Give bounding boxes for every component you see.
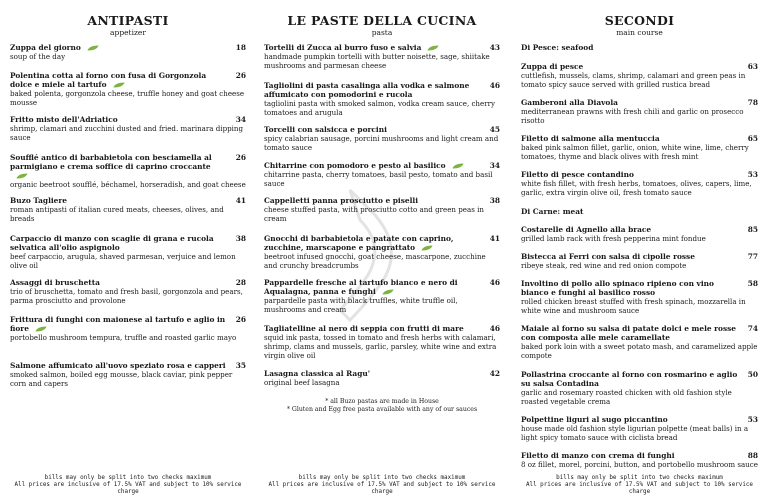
footer-line-1: bills may only be split into two checks maximum xyxy=(44,475,212,481)
section-seafood: Di Pesce: seafood xyxy=(521,43,594,52)
dish-name-text: Tortelli di Zucca al burro fuso e salvia xyxy=(264,43,422,52)
paste-column xyxy=(264,0,500,497)
menu-item xyxy=(521,415,758,442)
dish-name xyxy=(264,234,500,252)
menu-item xyxy=(10,153,246,189)
dish-price: 85 xyxy=(747,225,758,234)
vegetarian-leaf-icon xyxy=(427,45,439,51)
dish-price: 26 xyxy=(235,71,246,80)
antipasti-column xyxy=(10,0,246,497)
dish-description: chitarrine pasta, cherry tomatoes, basil pesto, tomato and basil sauce xyxy=(264,170,493,188)
dish-description: squid ink pasta, tossed in tomato and fresh herbs with calamari, shrimp, clams and mussels, garlic, parsley, white wine and extra virgin olive oil xyxy=(264,333,497,360)
secondi-subtitle: main course xyxy=(616,28,663,37)
dish-description: baked pink salmon fillet, garlic, onion, white wine, lime, cherry tomatoes, thyme and black olives with fresh mint xyxy=(521,143,749,161)
menu-item xyxy=(10,278,246,305)
dish-price: 41 xyxy=(489,234,500,243)
dish-name xyxy=(521,225,758,234)
menu-item xyxy=(10,43,246,61)
vegetarian-leaf-icon xyxy=(382,289,394,295)
paste-title: LE PASTE DELLA CUCINA xyxy=(287,13,477,28)
dish-name-text: Frittura di funghi con maionese al tartufo e aglio in fiore xyxy=(10,315,226,333)
dish-name xyxy=(521,451,758,460)
footer-line-1: bills may only be split into two checks maximum xyxy=(556,475,723,481)
dish-description: beef carpaccio, arugula, shaved parmesan, verjuice and lemon olive oil xyxy=(10,252,236,270)
menu-item xyxy=(10,315,246,342)
footer-line-2: All prices are inclusive of 17.5% VAT and subject to 10% service charge xyxy=(14,482,242,495)
dish-name-text: Maiale al forno su salsa di patate dolci e mele rosse con composta alle mele caramellate xyxy=(521,324,736,342)
dish-description: grilled lamb rack with fresh pepperina mint fondue xyxy=(521,234,706,243)
paste-footer xyxy=(264,475,500,496)
dish-description: trio of bruschetta, tomato and fresh basil, gorgonzola and pears, parma prosciutto and provolone xyxy=(10,287,243,305)
menu-item xyxy=(264,196,500,223)
secondi-column xyxy=(521,0,758,497)
dish-price: 43 xyxy=(489,43,500,52)
dish-description: baked polenta, gorgonzola cheese, truffle honey and goat cheese mousse xyxy=(10,89,245,107)
dish-price: 46 xyxy=(489,324,500,333)
dish-name xyxy=(10,43,246,52)
secondi-title: SECONDI xyxy=(604,13,675,28)
dish-name-text: Gnocchi di barbabietola e patate con caprino, zucchine, marscapone e pangrattato xyxy=(264,234,454,252)
dish-name xyxy=(521,415,758,424)
dish-description: house made old fashion style ligurian polpette (meat balls) in a light spicy tomato sauce with ciclista bread xyxy=(521,424,749,442)
footer-line-1: bills may only be split into two checks maximum xyxy=(298,475,466,481)
dish-price: 42 xyxy=(489,369,500,378)
dish-name-text: Fritto misto dell'Adriatico xyxy=(10,115,118,124)
secondi-header xyxy=(521,14,758,37)
menu-item xyxy=(521,98,758,125)
dish-name xyxy=(521,370,758,388)
dish-name xyxy=(264,324,500,333)
menu-item xyxy=(10,196,246,223)
menu-item xyxy=(521,370,758,406)
dish-name-text: Pollastrina croccante al forno con rosmarino e aglio su salsa Contadina xyxy=(521,370,738,388)
dish-name-text: Pappardelle fresche al tartufo bianco e nero di Aqualagna, panna e funghi xyxy=(264,278,458,296)
dish-name-text: Assaggi di bruschetta xyxy=(10,278,100,287)
dish-price: 58 xyxy=(747,279,758,288)
dish-name-text: Chitarrine con pomodoro e pesto al basilico xyxy=(264,161,446,170)
menu-item xyxy=(10,234,246,270)
dish-description: original beef lasagna xyxy=(264,378,340,387)
dish-description: smoked salmon, boiled egg mousse, black caviar, pink pepper corn and capers xyxy=(10,370,233,388)
menu-item xyxy=(521,225,758,243)
dish-name xyxy=(264,43,500,52)
dish-price: 28 xyxy=(235,278,246,287)
dish-name xyxy=(264,81,500,99)
dish-description: organic beetroot soufflé, béchamel, horseradish, and goat cheese xyxy=(10,180,246,189)
dish-name xyxy=(521,62,758,71)
dish-description: rolled chicken breast stuffed with fresh spinach, mozzarella in white wine and mushroom sauce xyxy=(521,297,746,315)
dish-price: 88 xyxy=(747,451,758,460)
dish-name-text: Filetto di salmone alla mentuccia xyxy=(521,134,660,143)
dish-description: portobello mushroom tempura, truffle and roasted garlic mayo xyxy=(10,333,237,342)
dish-name-text: Tagliatelline al nero di seppia con frutti di mare xyxy=(264,324,464,333)
menu-item xyxy=(10,115,246,142)
dish-price: 46 xyxy=(489,81,500,90)
dish-name xyxy=(10,71,246,89)
dish-price: 53 xyxy=(747,415,758,424)
menu-item xyxy=(521,252,758,270)
dish-description: parpardelle pasta with black truffles, white truffle oil, mushrooms and cream xyxy=(264,296,458,314)
menu-item xyxy=(264,43,500,70)
dish-name-text: Involtino di pollo allo spinaco ripieno con vino bianco e funghi al basilico rosso xyxy=(521,279,714,297)
dish-name xyxy=(10,153,246,180)
section-meat: Di Carne: meat xyxy=(521,207,584,216)
dish-name xyxy=(10,234,246,252)
dish-name xyxy=(264,196,500,205)
secondi-footer xyxy=(521,475,758,496)
menu-item xyxy=(264,125,500,152)
pasta-notes xyxy=(264,398,500,414)
dish-name-text: Bistecca ai Ferri con salsa di cipolle rosse xyxy=(521,252,695,261)
dish-name-text: Salmone affumicato all'uovo speziato rosa e capperi xyxy=(10,361,226,370)
dish-price: 65 xyxy=(747,134,758,143)
menu-item xyxy=(521,324,758,360)
dish-name xyxy=(521,324,758,342)
dish-description: soup of the day xyxy=(10,52,66,61)
dish-price: 35 xyxy=(235,361,246,370)
antipasti-header xyxy=(10,14,246,37)
dish-name-text: Buzo Tagliere xyxy=(10,196,67,205)
vegetarian-leaf-icon xyxy=(421,245,433,251)
dish-name xyxy=(521,98,758,107)
dish-price: 34 xyxy=(489,161,500,170)
dish-name-text: Soufflé antico di barbabietola con besciamella al parmigiano e crema soffice di caprino croccante xyxy=(10,153,212,171)
dish-name xyxy=(521,279,758,297)
vegetarian-leaf-icon xyxy=(35,326,47,332)
dish-name-text: Filetto di manzo con crema di funghi xyxy=(521,451,675,460)
dish-name-text: Filetto di pesce contandino xyxy=(521,170,634,179)
menu-item xyxy=(264,369,500,387)
dish-price: 50 xyxy=(747,370,758,379)
menu-item xyxy=(521,279,758,315)
dish-description: white fish fillet, with fresh herbs, tomatoes, olives, capers, lime, garlic, extra virgin olive oil, fresh tomato sauce xyxy=(521,179,752,197)
dish-description: 8 oz fillet, morel, porcini, button, and portobello mushroom sauce xyxy=(521,460,758,469)
dish-price: 78 xyxy=(747,98,758,107)
dish-price: 26 xyxy=(235,153,246,162)
menu-item xyxy=(521,62,758,89)
dish-price: 18 xyxy=(235,43,246,52)
dish-name-text: Costarelle di Agnello alla brace xyxy=(521,225,652,234)
menu-item xyxy=(521,451,758,469)
dish-name xyxy=(264,278,500,296)
dish-name xyxy=(264,161,500,170)
dish-price: 45 xyxy=(489,125,500,134)
dish-name xyxy=(521,252,758,261)
vegetarian-leaf-icon xyxy=(452,163,464,169)
dish-description: handmade pumpkin tortelli with butter noisette, sage, shiitake mushrooms and parmesan cheese xyxy=(264,52,490,70)
vegetarian-leaf-icon xyxy=(87,45,99,51)
footer-line-2: All prices are inclusive of 17.5% VAT and subject to 10% service charge xyxy=(526,482,753,495)
antipasti-title: ANTIPASTI xyxy=(87,13,169,28)
dish-name xyxy=(10,278,246,287)
dish-description: spicy calabrian sausage, porcini mushrooms and light cream and tomato sauce xyxy=(264,134,499,152)
dish-description: shrimp, clamari and zucchini dusted and fried. marinara dipping sauce xyxy=(10,124,244,142)
dish-name-text: Torcelli con salsicca e porcini xyxy=(264,125,387,134)
dish-name-text: Zuppa di pesce xyxy=(521,62,584,71)
dish-price: 77 xyxy=(747,252,758,261)
dish-price: 38 xyxy=(489,196,500,205)
menu-item xyxy=(264,81,500,117)
dish-price: 34 xyxy=(235,115,246,124)
dish-price: 53 xyxy=(747,170,758,179)
menu-item xyxy=(264,324,500,360)
dish-description: garlic and rosemary roasted chicken with old fashion style roasted vegetable crema xyxy=(521,388,732,406)
pasta-note-2: * Gluten and Egg free pasta available with any of our sauces xyxy=(286,406,478,413)
dish-name xyxy=(10,196,246,205)
antipasti-footer xyxy=(10,475,246,496)
vegetarian-leaf-icon xyxy=(16,173,28,179)
dish-description: cheese stuffed pasta, with prosciutto cotto and green peas in cream xyxy=(264,205,484,223)
menu-item xyxy=(521,170,758,197)
dish-description: beetroot infused gnocchi, goat cheese, mascarpone, zucchine and crunchy breadcrumbs xyxy=(264,252,486,270)
dish-name-text: Cappelletti panna prosciutto e piselli xyxy=(264,196,418,205)
dish-description: roman antipasti of italian cured meats, cheeses, olives, and breads xyxy=(10,205,224,223)
dish-price: 63 xyxy=(747,62,758,71)
pasta-note-1: * all Buzo pastas are made in House xyxy=(325,398,439,405)
dish-price: 41 xyxy=(235,196,246,205)
dish-price: 74 xyxy=(747,324,758,333)
dish-name xyxy=(264,125,500,134)
menu-item xyxy=(264,234,500,270)
paste-header xyxy=(264,14,500,37)
dish-price: 38 xyxy=(235,234,246,243)
menu-item xyxy=(10,361,246,388)
dish-price: 26 xyxy=(235,315,246,324)
footer-line-2: All prices are inclusive of 17.5% VAT and subject to 10% service charge xyxy=(268,482,496,495)
dish-name xyxy=(10,315,246,333)
dish-description: mediterranean prawns with fresh chili and garlic on prosecco risotto xyxy=(521,107,744,125)
menu-item xyxy=(264,161,500,188)
dish-name-text: Tagliolini di pasta casalinga alla vodka e salmone affumicato con pomodorini e rucola xyxy=(264,81,470,99)
menu-item xyxy=(264,278,500,314)
dish-name-text: Carpaccio di manzo con scaglie di grana e rucola selvatica all'olio aspignolo xyxy=(10,234,214,252)
dish-name-text: Zuppa del giorno xyxy=(10,43,81,52)
vegetarian-leaf-icon xyxy=(113,82,125,88)
dish-name-text: Polentina cotta al forno con fusa di Gorgonzola dolce e miele al tartufo xyxy=(10,71,207,89)
menu-item xyxy=(10,71,246,107)
dish-description: cuttlefish, mussels, clams, shrimp, calamari and green peas in tomato spicy sauce served with grilled rustica bread xyxy=(521,71,746,89)
dish-price: 46 xyxy=(489,278,500,287)
dish-name xyxy=(10,361,246,370)
dish-name xyxy=(264,369,500,378)
dish-name-text: Polpettine liguri al sugo piccantino xyxy=(521,415,668,424)
menu-item xyxy=(521,134,758,161)
dish-name-text: Lasagna classica al Ragu' xyxy=(264,369,370,378)
dish-description: ribeye steak, red wine and red onion compote xyxy=(521,261,687,270)
dish-name-text: Gamberoni alla Diavola xyxy=(521,98,618,107)
dish-name xyxy=(10,115,246,124)
dish-name xyxy=(521,134,758,143)
dish-name xyxy=(521,170,758,179)
dish-description: tagliolini pasta with smoked salmon, vodka cream sauce, cherry tomatoes and arugula xyxy=(264,99,495,117)
paste-subtitle: pasta xyxy=(371,28,393,37)
antipasti-subtitle: appetizer xyxy=(110,28,146,37)
dish-description: baked pork loin with a sweet potato mash, and caramelized apple compote xyxy=(521,342,758,360)
